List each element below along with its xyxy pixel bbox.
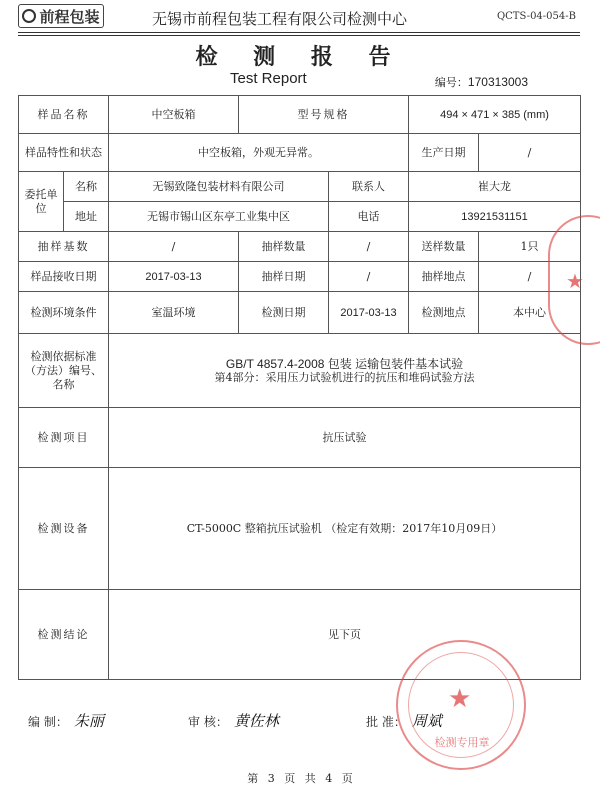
- table-row: [19, 292, 581, 334]
- report-table: [18, 95, 581, 680]
- compiler-label: 编 制：: [28, 715, 68, 729]
- table-row: [19, 172, 581, 202]
- sample-name-value: 中空板箱: [109, 96, 239, 134]
- contact-value: 崔大龙: [409, 172, 581, 202]
- logo-text: 前程包装: [39, 7, 100, 26]
- test-date-label: 检测日期: [239, 292, 329, 334]
- equipment-value: CT-5000C 整箱抗压试验机 （检定有效期：2017年10月09日）: [109, 468, 581, 590]
- test-item-label: 检测项目: [19, 408, 109, 468]
- phone-value: 13921531151: [409, 202, 581, 232]
- serial-number: [435, 74, 528, 90]
- production-date-label: 生产日期: [409, 134, 479, 172]
- env-value: 室温环境: [109, 292, 239, 334]
- compiler-signature: [28, 710, 104, 731]
- inspection-seal-icon: [396, 640, 526, 770]
- reviewer-label: 审 核：: [188, 715, 228, 729]
- header-divider: [18, 32, 580, 33]
- doc-code: QCTS-04-054-B: [496, 11, 576, 22]
- basis-value: [109, 334, 581, 408]
- sent-qty-value: 1只: [479, 232, 581, 262]
- client-label: 委托单位: [19, 172, 64, 232]
- conclusion-value: 见下页: [109, 590, 581, 680]
- sampling-date-label: 抽样日期: [239, 262, 329, 292]
- client-name-label: 名称: [64, 172, 109, 202]
- page-footer: 第 3 页 共 4 页: [247, 772, 353, 785]
- phone-label: 电话: [329, 202, 409, 232]
- table-row: [19, 134, 581, 172]
- sampling-base-value: /: [109, 232, 239, 262]
- approver-label: 批 准：: [366, 715, 406, 729]
- contact-label: 联系人: [329, 172, 409, 202]
- client-name-value: 无锡致隆包装材料有限公司: [109, 172, 329, 202]
- sample-trait-label: 样品特性和状态: [19, 134, 109, 172]
- receive-date-label: 样品接收日期: [19, 262, 109, 292]
- table-row: [19, 262, 581, 292]
- client-address-value: 无锡市锡山区东亭工业集中区: [109, 202, 329, 232]
- basis-label: 检测依据标准（方法）编号、名称: [19, 334, 109, 408]
- header-divider-2: [18, 35, 580, 36]
- table-row: [19, 334, 581, 408]
- test-place-label: 检测地点: [409, 292, 479, 334]
- table-row: [19, 202, 581, 232]
- sampling-qty-value: /: [329, 232, 409, 262]
- test-place-value: 本中心: [479, 292, 581, 334]
- table-row: [19, 232, 581, 262]
- basis-line-2: 第4部分：采用压力试验机进行的抗压和堆码试验方法: [214, 370, 475, 384]
- report-title: 检 测 报 告: [195, 44, 405, 70]
- company-logo: [18, 4, 104, 28]
- conclusion-label: 检测结论: [19, 590, 109, 680]
- compiler-value: 朱丽: [73, 712, 104, 730]
- sent-qty-label: 送样数量: [409, 232, 479, 262]
- org-name: 无锡市前程包装工程有限公司检测中心: [152, 10, 408, 28]
- test-date-value: 2017-03-13: [329, 292, 409, 334]
- sampling-place-value: /: [479, 262, 581, 292]
- report-subtitle: Test Report: [230, 70, 307, 87]
- production-date-value: /: [479, 134, 581, 172]
- edge-seal-icon: [548, 215, 600, 345]
- table-row: [19, 408, 581, 468]
- reviewer-signature: [188, 710, 279, 731]
- sample-trait-value: 中空板箱，外观无异常。: [109, 134, 409, 172]
- table-row: [19, 468, 581, 590]
- client-address-label: 地址: [64, 202, 109, 232]
- serial-value: 170313003: [467, 75, 528, 89]
- sampling-base-label: 抽样基数: [19, 232, 109, 262]
- sample-name-label: 样品名称: [19, 96, 109, 134]
- seal-text: 检测专用章: [434, 736, 490, 749]
- basis-line-1: GB/T 4857.4-2008 包装 运输包装件基本试验: [225, 356, 464, 371]
- approver-value: 周斌: [411, 712, 442, 730]
- test-item-value: 抗压试验: [109, 408, 581, 468]
- equipment-label: 检测设备: [19, 468, 109, 590]
- sampling-date-value: /: [329, 262, 409, 292]
- spec-label: 型号规格: [239, 96, 409, 134]
- table-row: [19, 96, 581, 134]
- sampling-place-label: 抽样地点: [409, 262, 479, 292]
- spec-value: 494 × 471 × 385 (mm): [409, 96, 581, 134]
- edge-seal-star-icon: ★: [566, 269, 584, 293]
- receive-date-value: 2017-03-13: [109, 262, 239, 292]
- sampling-qty-label: 抽样数量: [239, 232, 329, 262]
- env-label: 检测环境条件: [19, 292, 109, 334]
- serial-label: 编号：: [434, 76, 468, 89]
- seal-star-icon: ★: [448, 684, 472, 714]
- reviewer-value: 黄佐林: [233, 712, 279, 730]
- logo-mark-icon: [22, 9, 36, 23]
